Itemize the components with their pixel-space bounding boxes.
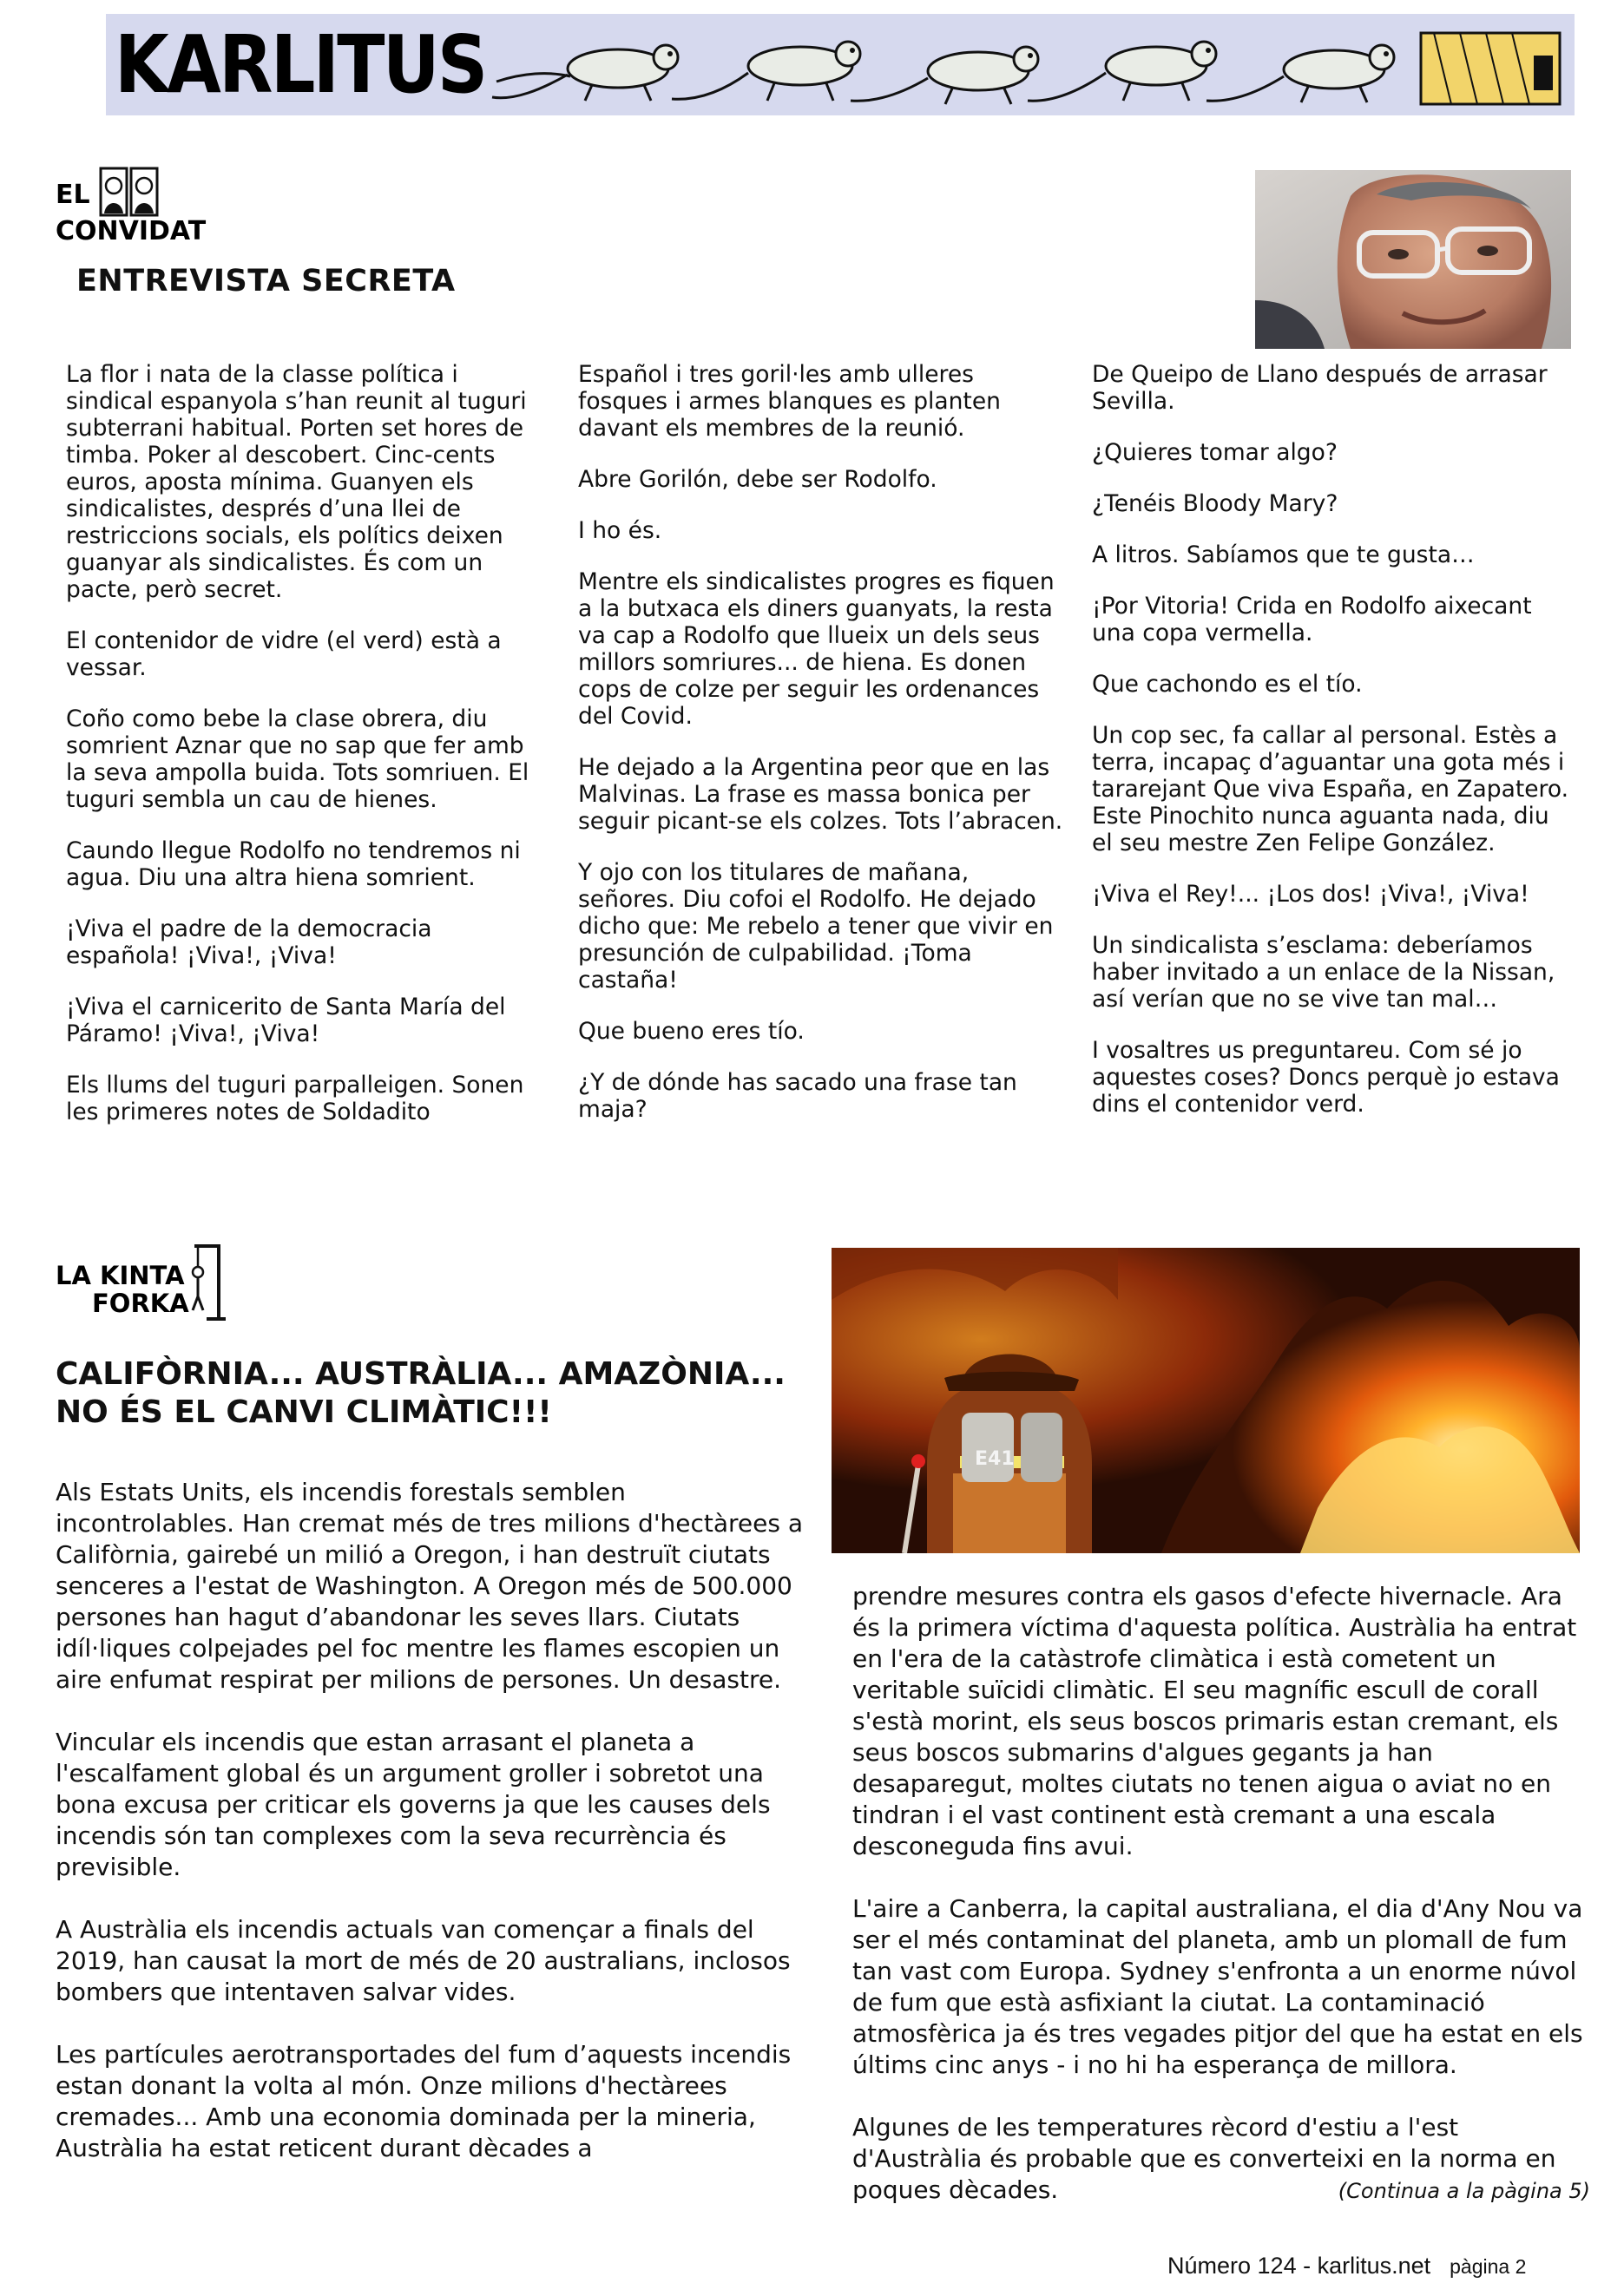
interview-headline: ENTREVISTA SECRETA (76, 264, 456, 298)
headline-line-1: CALIFÒRNIA... AUSTRÀLIA... AMAZÒNIA... (56, 1356, 786, 1392)
gallows-icon (186, 1241, 227, 1321)
issue-label: Número 124 - karlitus.net (1167, 2253, 1431, 2279)
paragraph: Español i tres goril·les amb ulleres fosques i armes blanques es planten davant els membres de la reunió. (578, 361, 1001, 442)
paragraph: I ho és. (578, 517, 662, 544)
interview-column-1 (66, 361, 535, 1150)
logo-line-2: FORKA (92, 1289, 189, 1318)
paragraph: El contenidor de vidre (el verd) està a vessar. (66, 627, 502, 681)
paragraph: La flor i nata de la classe política i sindical espanyola s’han reunit al tuguri subterrani habitual. Porten set hores de timba. Poker al descobert. Cinc-cents euros, aposta mínima. Guanyen els sindicalistes, després d’una llei de restriccions socials, els polítics deixen guanyar als sindicalistes. És com un pacte, però secret. (66, 361, 527, 603)
paragraph: Que bueno eres tío. (578, 1018, 805, 1045)
paragraph: ¿Y de dónde has sacado una frase tan maja? (578, 1069, 1017, 1123)
masthead (106, 14, 1575, 115)
paragraph: ¿Quieres tomar algo? (1092, 439, 1338, 466)
paragraph: Les partícules aerotransportades del fum d’aquests incendis estan donant la volta al món. Onze milions d'hectàrees cremades... Amb una economia dominada per la mineria, Austràlia ha estat reticent durant dècades a (56, 2040, 792, 2162)
paragraph: Mentre els sindicalistes progres es fiquen a la butxaca els diners guanyats, la resta va cap a Rodolfo que llueix un dels seus millors somriures... de hiena. Es donen cops de colze per seguir les ordenances del Covid. (578, 568, 1055, 730)
svg-text:E41: E41 (975, 1448, 1015, 1470)
headline-line-2: NO ÉS EL CANVI CLIMÀTIC!!! (56, 1394, 552, 1430)
portrait-photo (1255, 170, 1571, 349)
logo-line-2: CONVIDAT (56, 216, 207, 246)
paragraph: Als Estats Units, els incendis forestals semblen incontrolables. Han cremat més de tres milions d'hectàrees a Califòrnia, gairebé un milió a Oregon, i han destruït ciutats senceres a l'estat de Washington. A Oregon més de 500.000 persones han hagut d’abandonar les seves llars. Ciutats idíl·liques colpejades pel foc mentre les flames escopien un aire enfumat respirat per milions de persones. Un desastre. (56, 1478, 804, 1694)
paragraph: De Queipo de Llano después de arrasar Sevilla. (1092, 361, 1548, 415)
firefighter-fire-photo (832, 1248, 1580, 1553)
paragraph: Y ojo con los titulares de mañana, señores. Diu cofoi el Rodolfo. He dejado dicho que: Me rebelo a tener que vivir en presunción de culpabilidad. ¡Toma castaña! (578, 859, 1054, 994)
paragraph: ¿Tenéis Bloody Mary? (1092, 490, 1338, 517)
paragraph: He dejado a la Argentina peor que en las Malvinas. La frase es massa bonica per seguir picant-se els colzes. Tots l’abracen. (578, 754, 1063, 835)
paragraph: Caundo llegue Rodolfo no tendremos ni agua. Diu una altra hiena somrient. (66, 837, 521, 891)
paragraph: ¡Viva el Rey!... ¡Los dos! ¡Viva!, ¡Viva! (1092, 881, 1529, 908)
paragraph: L'aire a Canberra, la capital australiana, el dia d'Any Nou va ser el més contaminat del planeta, amb un plomall de fum tan vast com Europa. Sydney s'enfronta a un enorme núvol de fum que està asfixiant la ciutat. La contaminació atmosfèrica ja és tres vegades pitjor del que ha estat en els últims cinc anys - i no hi ha esperança de millora. (852, 1894, 1583, 2079)
continued-note: (Continua a la pàgina 5) (1338, 2179, 1590, 2203)
footer (1167, 2253, 1526, 2280)
la-kinta-forka-logo (56, 1237, 229, 1318)
paragraph: ¡Viva el carnicerito de Santa María del Páramo! ¡Viva!, ¡Viva! (66, 994, 506, 1047)
paragraph: A Austràlia els incendis actuals van començar a finals del 2019, han causat la mort de més de 20 australians, inclosos bombers que intentaven salvar vides. (56, 1915, 791, 2006)
paragraph: Un sindicalista s’esclama: deberíamos haber invitado a un enlace de la Nissan, así verían que no se vive tan mal… (1092, 932, 1555, 1013)
paragraph: Abre Gorilón, debe ser Rodolfo. (578, 466, 937, 493)
paragraph: prendre mesures contra els gasos d'efecte hivernacle. Ara és la primera víctima d'aquesta política. Austràlia ha entrat en l'era de la catàstrofe climàtica i està cometent un veritable suïcidi climàtic. El seu magnífic escull de corall s'està morint, els seus boscos primaris estan cremant, els seus boscos submarins d'algues gegants ja han desaparegut, moltes ciutats no tenen aigua o aviat no en tindran i el vast continent està cremant a una escala desconeguda fins avui. (852, 1582, 1577, 1860)
paragraph: Vincular els incendis que estan arrasant el planeta a l'escalfament global és un argument groller i sobretot una bona excusa per criticar els governs ja que les causes dels incendis són tan complexes com la seva recurrència és previsible. (56, 1728, 771, 1881)
paragraph: ¡Viva el padre de la democracia española! ¡Viva!, ¡Viva! (66, 915, 432, 969)
paragraph: Coño como bebe la clase obrera, diu somrient Aznar que no sap que fer amb la seva ampolla buida. Tots somriuen. El tuguri sembla un cau de hienes. (66, 705, 529, 813)
masthead-title: KARLITUS (115, 18, 486, 111)
paragraph: A litros. Sabíamos que te gusta… (1092, 541, 1475, 568)
two-faces-icon (99, 167, 160, 217)
logo-line-1: LA KINTA (56, 1261, 185, 1290)
article-column-2 (852, 1581, 1590, 2204)
page-number: pàgina 2 (1450, 2255, 1527, 2278)
article-column-1 (56, 1477, 811, 2195)
paragraph: Que cachondo es el tío. (1092, 671, 1363, 698)
paragraph: ¡Por Vitoria! Crida en Rodolfo aixecant una copa vermella. (1092, 593, 1532, 646)
rats-illustration (488, 21, 1573, 112)
interview-column-3 (1092, 361, 1569, 1142)
interview-column-2 (578, 361, 1064, 1147)
paragraph: Algunes de les temperatures rècord d'estiu a l'est d'Austràlia és probable que es converteixi en la norma en poques dècades. (852, 2113, 1556, 2204)
paragraph: Els llums del tuguri parpalleigen. Sonen les primeres notes de Soldadito (66, 1072, 524, 1125)
article-headline (56, 1355, 837, 1432)
paragraph: I vosaltres us preguntareu. Com sé jo aquestes coses? Doncs perquè jo estava dins el contenidor verd. (1092, 1037, 1560, 1118)
el-convidat-logo (56, 167, 220, 253)
paragraph: Un cop sec, fa callar al personal. Estès a terra, incapaç d’aguantar una gota més i tararejant Que viva España, en Zapatero. Este Pinochito nunca aguanta nada, diu el seu mestre Zen Felipe González. (1092, 722, 1569, 856)
logo-line-1: EL (56, 180, 90, 210)
